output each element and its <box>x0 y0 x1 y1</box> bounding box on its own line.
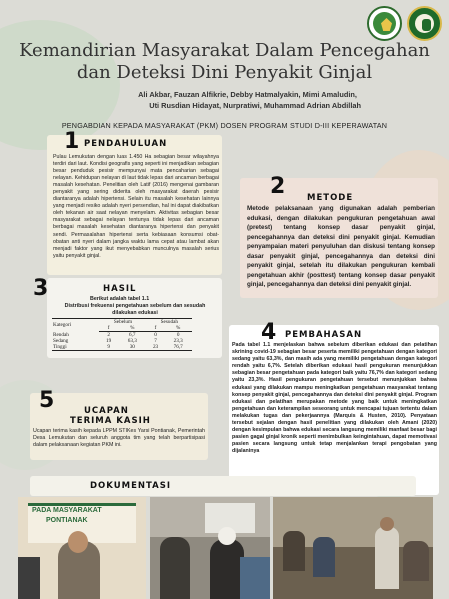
ucapan-text: Ucapan terima kasih kepada LPPM STIKes Yarsi Pontianak, Pemerintah Desa Lemukutan dan seluruh anggota tim yang telah berpartisipasi dalam pelaksanaan kegiatan PKM ini. <box>33 428 205 449</box>
hasil-caption-3: dilakukan edukasi <box>112 310 158 316</box>
table-cell: 0 <box>154 332 157 338</box>
documentation-photo-2 <box>150 497 270 599</box>
table-cell: 23 <box>147 344 165 351</box>
ucapan-card <box>30 393 208 460</box>
table-header-sebelum: Sebelum <box>99 319 146 326</box>
section-number-2: 2 <box>270 174 286 199</box>
institution-logo <box>407 6 442 41</box>
hasil-caption-1: Berikut adalah tabel 1.1 <box>90 296 150 302</box>
documentation-photo-3 <box>273 497 433 599</box>
documentation-photo-1 <box>18 497 146 599</box>
table-header-f: f <box>99 325 118 332</box>
ucapan-heading-line-1: UCAPAN <box>84 406 129 416</box>
table-cell: 30 <box>118 344 147 351</box>
dokumentasi-heading: DOKUMENTASI <box>90 481 172 491</box>
section-number-5: 5 <box>39 388 55 413</box>
dokumentasi-band <box>30 476 416 496</box>
poster-title-line-2: dan Deteksi Dini Penyakit Ginjal <box>76 62 373 83</box>
banner-text-line-1: PADA MASYARAKAT <box>32 507 102 514</box>
authors-line-2: Uti Rusdian Hidayat, Nurpratiwi, Muhammad Adrian Abdillah <box>149 101 361 110</box>
hasil-caption-2: Distribusi frekuensi pengetahuan sebelum dan sesudah <box>64 303 206 309</box>
hasil-heading: HASIL <box>103 284 137 294</box>
table-row <box>52 344 192 351</box>
table-cell: 76,7 <box>164 344 192 351</box>
university-logo <box>367 6 402 41</box>
table-cell: 2 <box>107 332 110 338</box>
table-cell: 19 <box>106 338 112 345</box>
table-cell: Sedang <box>53 338 69 345</box>
pembahasan-heading: PEMBAHASAN <box>285 330 363 340</box>
section-number-4: 4 <box>261 320 277 345</box>
table-header-pct: % <box>164 325 192 332</box>
poster-title-line-1: Kemandirian Masyarakat Dalam Pencegahan <box>19 40 430 61</box>
table-cell: 23,3 <box>173 338 183 345</box>
table-cell: 6,7 <box>129 332 136 338</box>
metode-heading: METODE <box>307 193 354 203</box>
table-header-pct: % <box>118 325 147 332</box>
table-cell: Tinggi <box>52 344 99 351</box>
table-cell: 9 <box>99 344 118 351</box>
pendahuluan-heading: PENDAHULUAN <box>84 139 168 149</box>
pendahuluan-text: Pulau Lemukutan dengan luas 1.450 Ha sebagian besar wilayahnya terdiri dari laut. Kondisi geografis yang seperti ini menjadikan sebagian besar penduduk pesisir mempunyai mata pencaharian sebagai nelayan. Kehidupan nelayan di laut tidak lepas dari ancaman berbagai masalah kesehatan. Penelitian oleh Latif (2016) mengenai gambaran penyakit yang sering diderita oleh masyarakat daerah pesisir diantaranya adalah hipertensi. Selain itu masalah kesehatan lainnya yang menjadi resiko adalah nyeri persendian, hal ini dapat diakibatkan oleh tekanan air saat nelayan menyelam. Aktivitas sebagian besar masyarakat sebagai nelayan tentunya tidak lepas dari ancaman berbagai masalah kesehatan diantaranya hipertensi dan penyakit sendi. Permasalahan hipertensi serta kebiasaan konsumsi obat-obatan anti nyeri dalam jangka waktu lama cepat atau lambat akan menjadi faktor yang ikut menyebabkan munculnya masalah serius yaitu penyakit ginjal. <box>53 154 219 259</box>
results-table <box>52 318 192 351</box>
program-subtitle: PENGABDIAN KEPADA MASYARAKAT (PKM) DOSEN PROGRAM STUDI D-III KEPERAWATAN <box>61 121 388 130</box>
table-header-f: f <box>147 325 165 332</box>
table-cell: 63,3 <box>127 338 137 345</box>
metode-text: Metode pelaksanaan yang digunakan adalah pemberian edukasi, dengan dilakukan pengukuran pengetahuan awal (pretest) tentang konsep dasar penyakit ginjal, pencegahannya dan deteksi dini penyakit ginjal. Kemudian penyampaian materi penyuluhan dan diskusi tentang konsep dasar penyakit ginjal, pencegahannya dan deteksi dini penyakit ginjal, setelah itu dilakukan pengukuran kembali pengetahuan akhir (posttest) tentang konsep dasar penyakit ginjal, pencegahannya dan deteksi dini penyakit ginjal. <box>247 205 435 288</box>
banner-text-line-2: PONTIANAK <box>46 517 88 524</box>
table-cell: 0 <box>176 332 180 338</box>
pembahasan-text: Pada tabel 1.1 menjelaskan bahwa sebelum diberikan edukasi dan pelatihan skrining covid-19 sebagian besar peserta memiliki pengetahuan dengan kategori sedang yaitu 63,3%, dan masih ada yang memiliki pengetahuan dengan kategori rendah yaitu 6,7%. Setelah diberikan edukasi hasil pengukuran menunjukkan sebagian besar pengetahuan pada kategori baik yaitu 76,7% dan kategori sedang yaitu 23,3%. Hasil pengukuran pengetahuan tersebut menunjukkan bahwa edukasi yang dilakukan mampu meningkatkan pengetahuan masyarakat tentang konsep penyakit ginjal, pencegahannya dan deteksi dini penyakit ginjal. Program edukasi dan pelatihan merupakan metode yang baik untuk meningkatkan pengetahuan dan keterampilan seseorang untuk mencapai tujuan tertentu dalam melakukan tugas dan pekerjaannya (Marquis & Husten, 2010). Penyataan tersebut sejalan dengan hasil penelitian yang dilakukan oleh Amani (2020) dengan kesimpulan bahwa edukasi secara langsung memiliki manfaat besar bagi pasien gagal ginjal kronik seperti menimbulkan keingintahuan, dapat memotivasi pasien secara langsung untuk tetap menjalankan terapi pengobatan yang dijalaninya <box>232 342 437 455</box>
table-header-sesudah: Sesudah <box>147 319 192 326</box>
table-cell: 7 <box>154 338 157 345</box>
section-number-3: 3 <box>33 276 49 301</box>
section-number-1: 1 <box>64 129 80 154</box>
table-cell: Rendah <box>53 331 69 338</box>
ucapan-heading-line-2: TERIMA KASIH <box>70 416 151 426</box>
table-header-kategori: Kategori <box>52 319 99 332</box>
authors-line-1: Ali Akbar, Fauzan Alfikrie, Debby Hatmalyakin, Mimi Amaludin, <box>138 90 357 99</box>
